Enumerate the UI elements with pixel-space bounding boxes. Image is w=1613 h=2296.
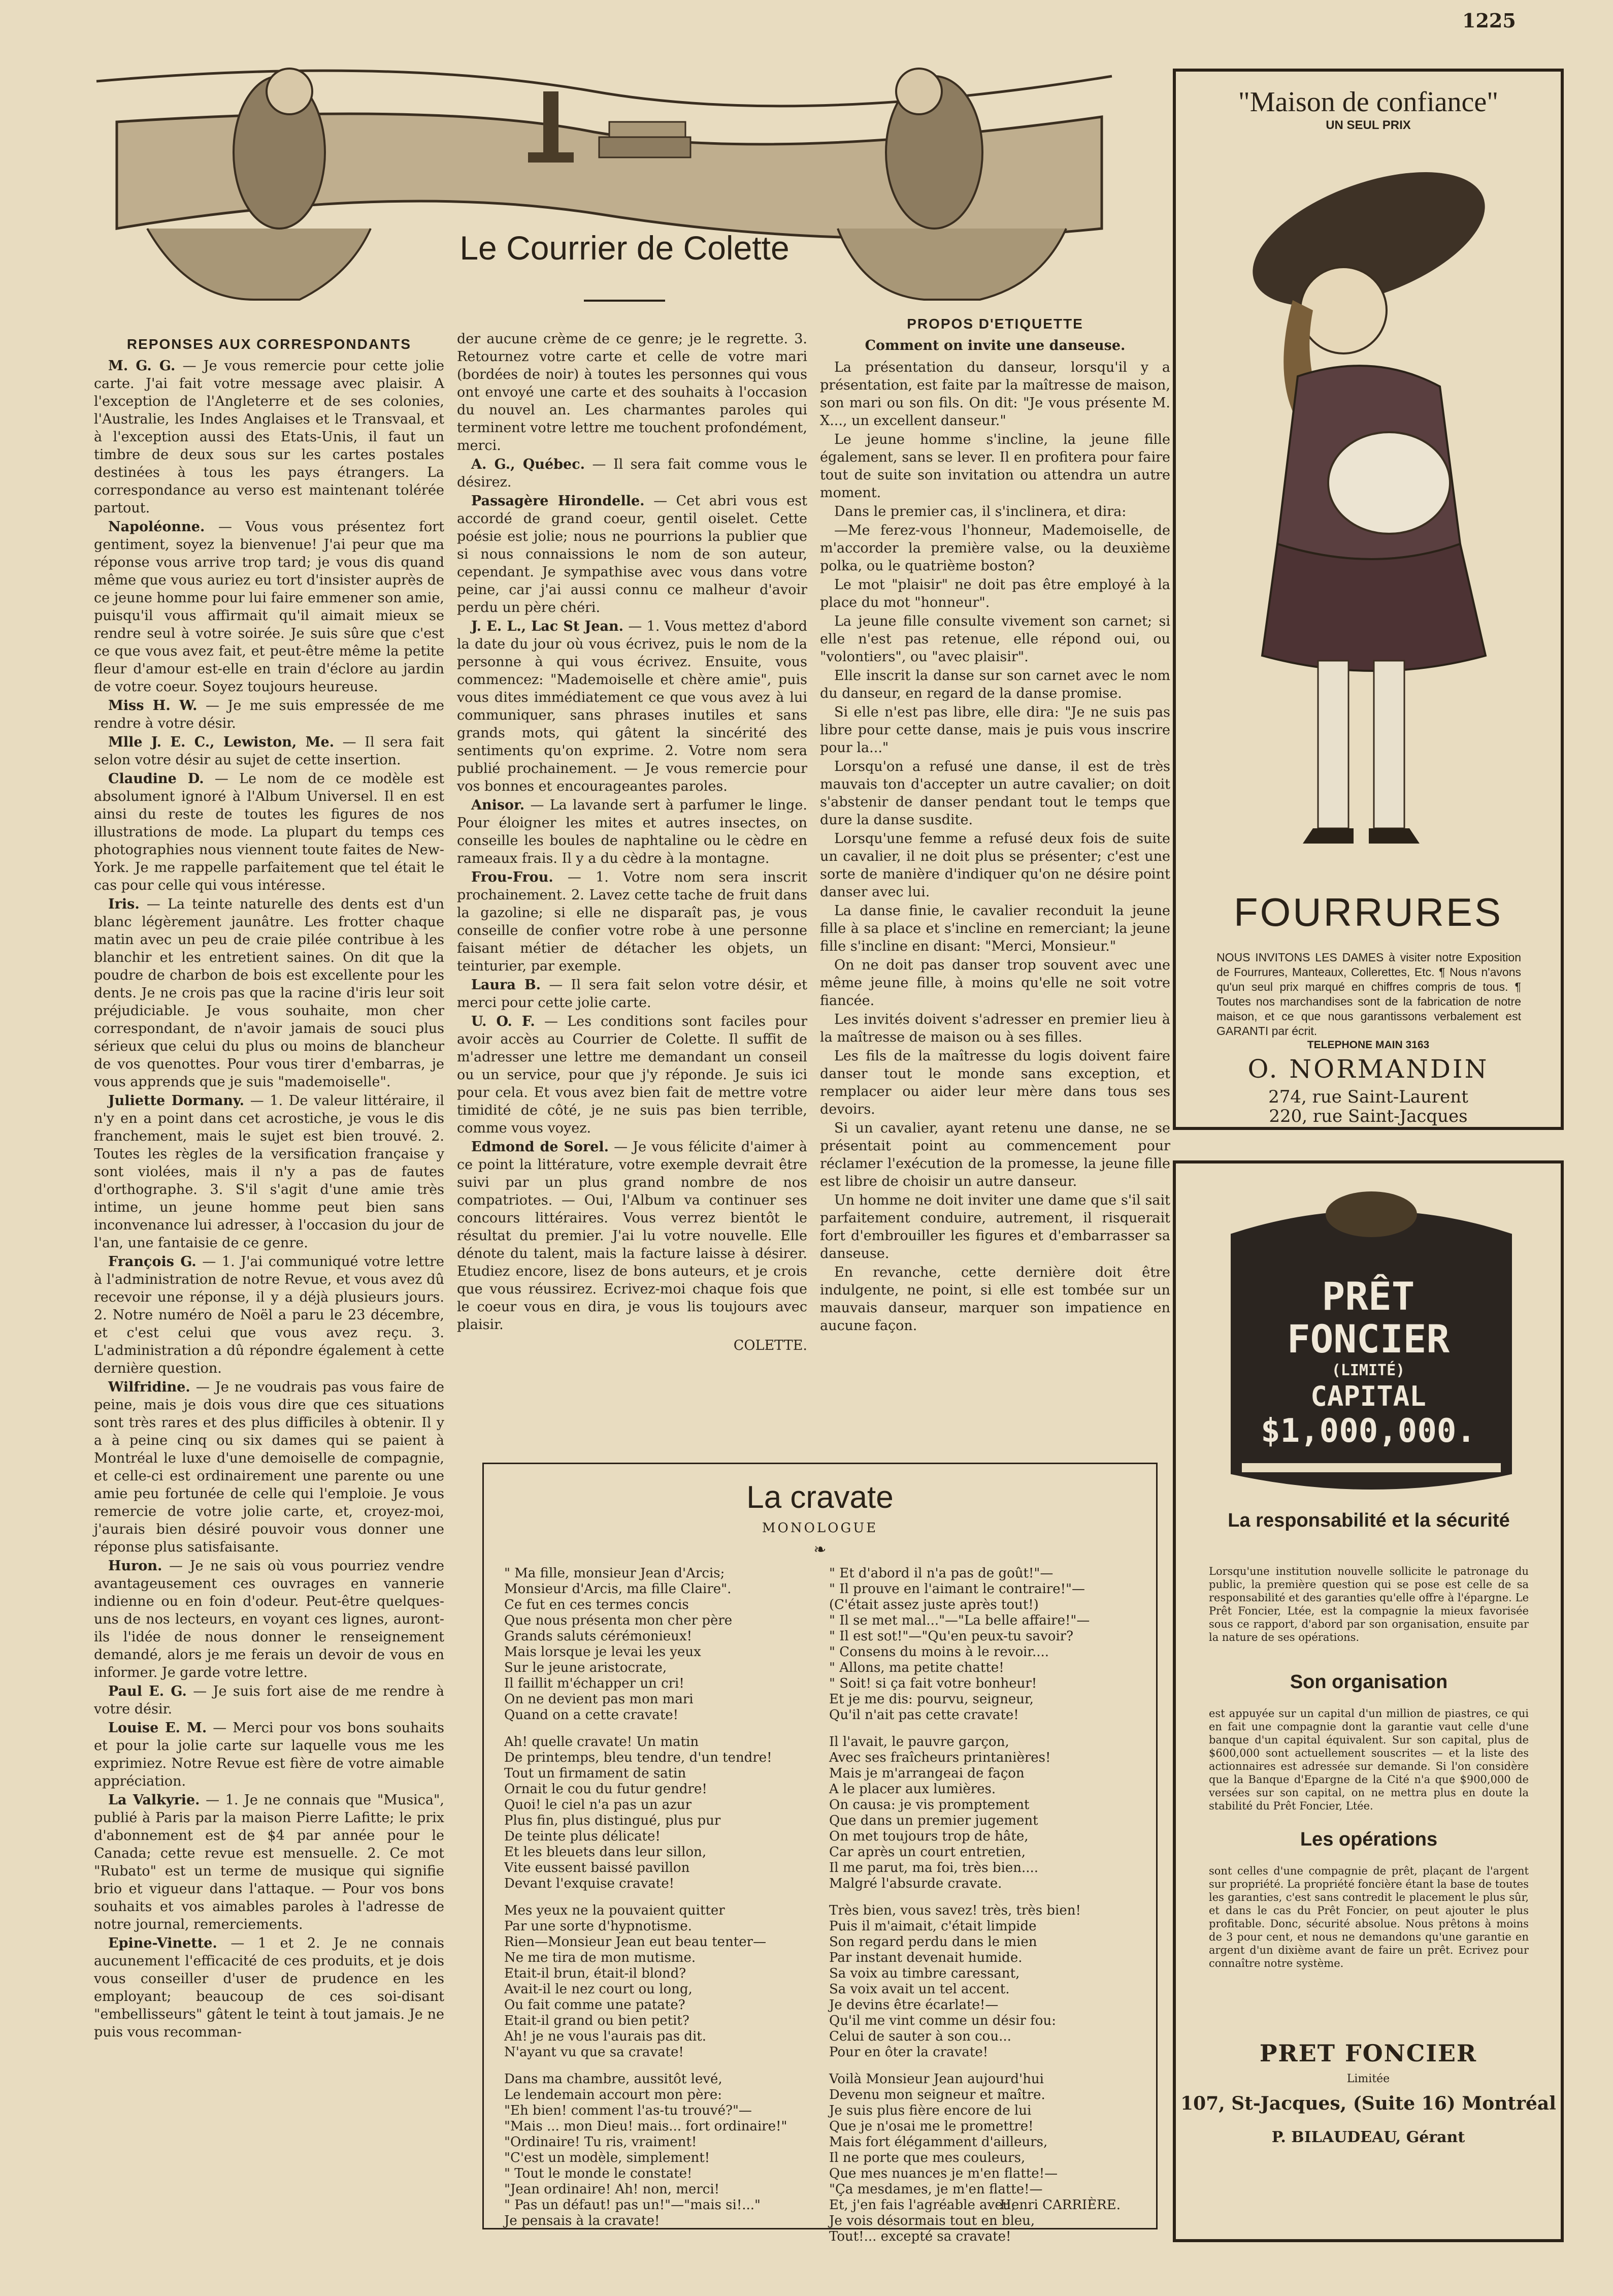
reponse-item	[94, 1719, 444, 1790]
stanza: Dans ma chambre, aussitôt levé, Le lendemain accourt mon père: "Eh bien! comment l'as-tu trouvé?"— "Mais ... mon Dieu! mais... fort ordinaire!" "Ordinaire! Tu ris, vraiment! "C'est un modèle, simplement! " Tout le monde le constate! "Jean ordinaire! Ah! non, merci! " Pas un défaut! pas un!"—"mais si!..." Je pensais à la cravate!	[504, 2072, 787, 2228]
reponse-text: — Je me suis empressée de me rendre à votre désir.	[94, 698, 444, 731]
correspondent-name: Juliette Dormany.	[108, 1093, 245, 1109]
pret-heading-1: La responsabilité et la sécurité	[1228, 1510, 1510, 1531]
pret-heading-2: Son organisation	[1290, 1671, 1448, 1693]
etiquette-paragraph: —Me ferez-vous l'honneur, Mademoiselle, de m'accorder la première valse, ou la deuxième polka, ou le quatrième boston?	[820, 523, 1170, 574]
stanza: Voilà Monsieur Jean aujourd'hui Devenu mon seigneur et maître. Je suis plus fière encore de lui Que je n'osai me le promettre! Mais fort élégamment d'ailleurs, Il ne porte que mes couleurs, Que mes nuances je m'en flatte!— "Ça mesdames, je m'en flatte!— Et, j'en fais l'agréable aveu, Je vois désormais tout en bleu, Tout!... excepté sa cravate!	[829, 2072, 1058, 2244]
pret-paragraph-2: est appuyée sur un capital d'un million de piastres, ce qui en fait une compagnie dont la garantie vaut celle d'une banque d'un capital équivalent. Sur son capital, plus de $600,000 sont actuellement souscrites — et la liste des actionnaires est adressée sur demande. Si l'on considère que la Banque d'Epargne de la Cité n'a que $900,000 de versées sur son capital, on ne mettra plus en doute la stabilité du Prêt Foncier, Ltée.	[1209, 1707, 1529, 1812]
etiquette-heading: PROPOS D'ETIQUETTE	[907, 316, 1083, 332]
reponse-text: — Merci pour vos bons souhaits et pour la jolie carte sur laquelle vous me les exprimiez. Notre Revue est fière de votre aimable appréciation.	[94, 1720, 444, 1789]
reponse-item	[94, 357, 444, 517]
reponse-text: der aucune crème de ce genre; je le regrette. 3. Retournez votre carte et celle de votre mari (bordées de noir) à toutes les personnes qui vous ont envoyé une carte et des souhaits à l'occasion du nouvel an. Les charmantes paroles qui terminent votre lettre me touchent profondément, merci.	[457, 331, 807, 454]
reponse-item	[94, 1092, 444, 1252]
etiquette-paragraph: Lorsqu'on a refusé une danse, il est de très mauvais ton d'accepter un autre cavalier; on doit s'abstenir de danser pendant tout le temps que dure la danse susdite.	[820, 759, 1170, 828]
etiquette-paragraph: En revanche, cette dernière doit être indulgente, ne point, si elle est tombée sur un mauvais danseur, marquer son impatience en aucune façon.	[820, 1265, 1170, 1334]
reponse-item	[457, 1138, 807, 1334]
correspondent-name: M. G. G.	[108, 358, 176, 374]
ad-headline: "Maison de confiance"	[1238, 86, 1499, 118]
reponse-item	[94, 1934, 444, 2041]
reponses-heading: REPONSES AUX CORRESPONDANTS	[126, 336, 412, 352]
reponse-text: — Les conditions sont faciles pour avoir accès au Courrier de Colette. Il suffit de m'adresser une lettre me demandant un conseil ou un service, pour que j'y réponde. Je suis ici pour cela. Et vous avez bien fait de mettre votre timidité de côté, je ne suis pas bien terrible, comme vous voyez.	[457, 1014, 807, 1136]
stanza: " Ma fille, monsieur Jean d'Arcis; Monsieur d'Arcis, ma fille Claire". Ce fut en ces termes concis Que nous présenta mon cher père Grands saluts cérémonieux! Mais lorsque je levai les yeux Sur le jeune aristocrate, Il faillit m'échapper un cri! On ne devient pas mon mari Quand on a cette cravate!	[504, 1566, 733, 1723]
reponse-item	[94, 1683, 444, 1718]
reponse-text: — La teinte naturelle des dents est d'un blanc légèrement jaunâtre. Les frotter chaque matin avec un peu de craie pilée contribue à les blanchir et les entretient saines. On dit que la poudre de charbon de bois est excellente pour les dents. Je ne crois pas que la racine d'iris leur soit préjudiciable. Je vous souhaite, mon cher correspondant, de n'avoir jamais de souci plus sérieux que celui du plus ou moins de blancheur de vos quenottes. Pour vous tirer d'embarras, je vous apprends que je suis "mademoiselle".	[94, 896, 444, 1090]
cravate-box	[482, 1463, 1158, 2244]
correspondent-name: Epine-Vinette.	[108, 1935, 217, 1951]
etiquette-paragraph: Si un cavalier, ayant retenu une danse, ne se présentait point au commencement pour réclamer l'exécution de la promesse, la jeune fille est libre de choisir un autre danseur.	[820, 1120, 1170, 1189]
correspondent-name: Wilfridine.	[108, 1379, 190, 1395]
etiquette-subheading: Comment on invite une danseuse.	[865, 338, 1126, 353]
etiquette-paragraph: Un homme ne doit inviter une dame que s'il sait parfaitement conduire, autrement, il risquerait fort d'embrouiller les figures et d'embarrasser sa danseuse.	[820, 1192, 1170, 1262]
ad-merchant-name: O. NORMANDIN	[1247, 1054, 1489, 1084]
pret-paragraph-1: Lorsqu'une institution nouvelle sollicite le patronage du public, la première question qui se pose est celle de sa responsabilité et des garanties qu'elle offre à l'épargne. Le Prêt Foncier, Ltée, est la compagnie la mieux favorisée sous ce rapport, d'abord par son organisation, ensuite par la nature de ses opérations.	[1209, 1565, 1529, 1643]
reponse-text: — 1. J'ai communiqué votre lettre à l'administration de notre Revue, et vous avez dû recevoir une réponse, il y a déjà plusieurs jours. 2. Notre numéro de Noël a paru le 23 décembre, et c'est celui que vous avez reçu. 3. L'administration a dû répondre également à cette dernière question.	[94, 1254, 444, 1376]
badge-line: $1,000,000.	[1261, 1412, 1476, 1450]
reponse-text: — Je ne voudrais pas vous faire de peine, mais je dois vous dire que ces situations sont très rares et des plus difficiles à obtenir. Il y a à peine cinq ou six dames qui se paient à Montréal le luxe d'une demoiselle de compagnie, et celle-ci est ordinairement une parente ou une amie peu fortunée de celle qui l'emploie. Je vous remercie de votre jolie carte, et, croyez-moi, j'aurais bien désiré pouvoir vous donner une réponse plus satisfaisante.	[94, 1379, 444, 1555]
reponse-item	[457, 976, 807, 1012]
cravate-subtitle: MONOLOGUE	[762, 1521, 878, 1536]
reponse-item	[94, 697, 444, 732]
etiquette-paragraph: La danse finie, le cavalier reconduit la jeune fille à sa place et s'incline en remerciant; la jeune fille s'incline en disant: "Merci, Monsieur."	[820, 903, 1170, 954]
etiquette-paragraph: La présentation du danseur, lorsqu'il y a présentation, est faite par la maîtresse de maison, son mari ou son fils. On dit: "Je vous présente M. X..., un excellent danseur."	[820, 360, 1170, 429]
etiquette-paragraph: Si elle n'est pas libre, elle dira: "Je ne suis pas libre pour cette danse, mais je puis vous inscrire pour la..."	[820, 704, 1170, 756]
ornament-icon: ❧	[813, 1541, 827, 1559]
etiquette-paragraph: Les fils de la maîtresse du logis doivent faire danser tout le monde sans exception, et remplacer ou aider leur mère dans tous ses devoirs.	[820, 1048, 1170, 1117]
cravate-right-column	[829, 1566, 1134, 2245]
correspondent-name: Frou-Frou.	[471, 869, 553, 885]
pret-address: 107, St-Jacques, (Suite 16) Montréal	[1180, 2093, 1556, 2114]
reponse-text: — 1. De valeur littéraire, il n'y en a point dans cet acrostiche, je vous le dis franchement, mais le sujet est bien trouvé. 2. Toutes les règles de la versification française y sont violées, mais il n'y a pas de fautes d'orthographe. 3. S'il s'agit d'une amie très intime, un jeune homme peut bien sans inconvenance lui adresser, à l'occasion du jour de l'an, une fantaisie de ce genre.	[94, 1093, 444, 1251]
stanza: Ah! quelle cravate! Un matin De printemps, bleu tendre, d'un tendre! Tout un firmament de satin Ornait le cou du futur gendre! Quoi! le ciel n'a pas un azur Plus fin, plus distingué, plus pur De teinte plus délicate! Et les bleuets dans leur sillon, Vite eussent baissé pavillon Devant l'exquise cravate!	[504, 1734, 772, 1891]
pret-manager: P. BILAUDEAU, Gérant	[1271, 2128, 1465, 2146]
correspondent-name: Paul E. G.	[108, 1684, 187, 1699]
etiquette-paragraph: Le mot "plaisir" ne doit pas être employé à la place du mot "honneur".	[820, 577, 1170, 610]
ad-category: FOURRURES	[1233, 890, 1503, 934]
correspondent-name: Huron.	[108, 1558, 162, 1574]
etiquette-paragraph: Les invités doivent s'adresser en premier lieu à la maîtresse de maison ou à ses filles.	[820, 1012, 1170, 1045]
colette-signature: COLETTE.	[733, 1338, 807, 1353]
etiquette-paragraph: Dans le premier cas, il s'inclinera, et dira:	[834, 504, 1127, 520]
fourrures-ad	[1173, 69, 1564, 1130]
cravate-author: Henri CARRIÈRE.	[1000, 2197, 1121, 2213]
reponse-item	[457, 868, 807, 975]
badge-text	[1176, 1275, 1561, 1450]
reponse-text: — Il sera fait comme vous le désirez.	[457, 457, 807, 490]
badge-line: FONCIER	[1287, 1316, 1450, 1362]
ad-phone: TELEPHONE MAIN 3163	[1307, 1039, 1430, 1051]
reponse-item	[94, 895, 444, 1091]
reponse-item	[457, 330, 807, 455]
reponse-item	[457, 1013, 807, 1137]
pret-heading-3: Les opérations	[1300, 1829, 1438, 1850]
pret-paragraph-3: sont celles d'une compagnie de prêt, plaçant de l'argent sur propriété. La propriété foncière étant la base de toutes les garanties, c'est sans contredit le placement le plus sûr, et dans le cas du Prêt Foncier, on peut ajouter le plus profitable. Donc, sécurité absolue. Nous prêtons à moins de 3 pour cent, et nous ne demandons qu'une garantie en argent d'un dixième avant de faire un prêt. Ecrivez pour connaître notre système.	[1209, 1865, 1529, 1969]
etiquette-paragraph: Le jeune homme s'incline, la jeune fille également, sans se lever. Il en profitera pour faire tout de suite son invitation ou attendra un autre moment.	[820, 432, 1170, 501]
correspondent-name: Iris.	[108, 896, 140, 912]
correspondent-name: Louise E. M.	[108, 1720, 207, 1736]
reponse-item	[94, 1253, 444, 1377]
badge-line: PRÊT	[1322, 1274, 1415, 1319]
pret-foncier-ad	[1173, 1160, 1564, 2242]
reponse-text: — Il sera fait selon votre désir au sujet de cette insertion.	[94, 734, 444, 768]
correspondent-name: J. E. L., Lac St Jean.	[471, 619, 623, 634]
girl-in-fur-illustration	[1222, 158, 1521, 869]
reponse-item	[94, 1378, 444, 1556]
correspondent-name: La Valkyrie.	[108, 1792, 200, 1808]
pret-limitee: Limitée	[1346, 2073, 1390, 2085]
reponses-col1-list	[94, 357, 444, 2041]
badge-line: CAPITAL	[1310, 1380, 1426, 1412]
stanza: " Et d'abord il n'a pas de goût!"— " Il prouve en l'aimant le contraire!"— (C'était assez juste après tout!) " Il se met mal..."—"La belle affaire!"— " Il est sot!"—"Qu'en peux-tu savoir? " Consens du moins à le revoir.... " Allons, ma petite chatte! " Soit! si ça fait votre bonheur! Et je me dis: pourvu, seigneur, Qu'il n'ait pas cette cravate!	[829, 1566, 1090, 1723]
ad-address-line: 220, rue Saint-Jacques	[1269, 1106, 1468, 1126]
etiquette-paragraph: Lorsqu'une femme a refusé deux fois de suite un cavalier, il ne doit plus se présenter; c'est une sorte de manière d'indiquer qu'on ne désire point danser avec lui.	[820, 831, 1170, 900]
reponse-text: — Il sera fait selon votre désir, et merci pour cette jolie carte.	[457, 977, 807, 1011]
reponse-text: — Je ne sais où vous pourriez vendre avantageusement ces ouvrages en vannerie indienne ou en foin d'odeur. Peut-être quelques-uns de nos lecteurs, en voyant ces lignes, auront-ils l'idée de nous donner le renseignement demandé, alors je me ferais un devoir de vous en informer. Je garde votre lettre.	[94, 1558, 444, 1680]
ad-address-line: 274, rue Saint-Laurent	[1268, 1087, 1468, 1107]
correspondent-name: Anisor.	[471, 797, 525, 813]
stanza: Il l'avait, le pauvre garçon, Avec ses fraîcheurs printanières! Mais je m'arrangeai de façon A le placer aux lumières. On causa: je vis promptement Que dans un premier jugement On met toujours trop de hâte, Car après un court entretien, Il me parut, ma foi, très bien.... Malgré l'absurde cravate.	[829, 1734, 1051, 1891]
correspondent-name: Laura B.	[471, 977, 541, 993]
correspondent-name: Miss H. W.	[108, 698, 197, 714]
ad-address	[1176, 1087, 1561, 1126]
correspondent-name: Edmond de Sorel.	[471, 1139, 609, 1155]
correspondent-name: U. O. F.	[471, 1014, 535, 1029]
reponse-item	[94, 1791, 444, 1933]
ad-subline: UN SEUL PRIX	[1326, 118, 1411, 132]
reponses-column-2	[457, 330, 807, 1432]
reponse-item	[94, 733, 444, 769]
reponse-item	[457, 492, 807, 617]
reponse-text: — Je vous remercie pour cette jolie carte. J'ai fait votre message avec plaisir. A l'exception de l'Angleterre et de ses colonies, l'Australie, les Indes Anglaises et le Transvaal, et à l'exception aussi des Etats-Unis, il faut un timbre de deux sous sur les cartes postales destinées à tous les pays étrangers. La correspondance au verso est maintenant tolérée partout.	[94, 358, 444, 516]
reponse-item	[457, 796, 807, 867]
reponses-column-1	[94, 335, 444, 2285]
reponse-text: — Vous vous présentez fort gentiment, soyez la bienvenue! J'ai peur que ma réponse vous arrive trop tard; je vous dis quand même que vous auriez eu tort d'insister auprès de ce jeune homme pour lui faire emmener son amie, puisqu'il vous affirmait qu'il aimait mieux se rendre seul à votre soirée. Je suis sûre que c'est ce que vous avez fait, et peut-être même la petite fleur d'amour est-elle en train d'éclore au jardin de votre coeur. Soyez toujours heureuse.	[94, 519, 444, 695]
masthead-illustration	[86, 61, 1122, 305]
reponse-item	[457, 618, 807, 795]
ad-body: NOUS INVITONS LES DAMES à visiter notre Exposition de Fourrures, Manteaux, Collerettes, Etc. ¶ Nous n'avons qu'un seul prix marqué en chiffres compris de tous. ¶ Toutes nos marchandises sont de la fabrication de notre maison, et ce que nous garantissons verbalement est GARANTI par écrit.	[1216, 951, 1521, 1038]
correspondent-name: Claudine D.	[108, 771, 204, 787]
stanza: Mes yeux ne la pouvaient quitter Par une sorte d'hypnotisme. Rien—Monsieur Jean eut beau tenter— Ne me tira de mon mutisme. Etait-il brun, était-il blond? Avait-il le nez court ou long, Ou fait comme une patate? Etait-il grand ou bien petit? Ah! je ne vous l'aurais pas dit. N'ayant vu que sa cravate!	[504, 1903, 767, 2060]
page-number: 1225	[1462, 9, 1516, 32]
reponse-text: — Le nom de ce modèle est absolument ignoré à l'Album Universel. Il en est ainsi du reste de toutes les figures de nos illustrations de mode. La plupart du temps ces photographies nous viennent toute faites de New-York. Je me rappelle parfaitement que tel était le cas pour celle qui vous intéresse.	[94, 771, 444, 893]
etiquette-column	[820, 315, 1170, 1442]
reponse-text: — La lavande sert à parfumer le linge. Pour éloigner les mites et autres insectes, on conseille les boules de naphtaline ou le cèdre en rameaux frais. Il y a du cèdre à la montagne.	[457, 797, 807, 866]
correspondent-name: Napoléonne.	[108, 519, 205, 535]
masthead-drawing	[86, 61, 1122, 305]
cravate-left-column	[504, 1566, 809, 2229]
correspondent-name: Mlle J. E. C., Lewiston, Me.	[108, 734, 335, 750]
stanza: Très bien, vous savez! très, très bien! Puis il m'aimait, c'était limpide Son regard perdu dans le mien Par instant devenait humide. Sa voix au timbre caressant, Sa voix avait un tel accent. Je devins être écarlate!— Qu'il me vint comme un désir fou: Celui de sauter à son cou... Pour en ôter la cravate!	[829, 1903, 1081, 2060]
etiquette-paragraph: Elle inscrit la danse sur son carnet avec le nom du danseur, en regard de la danse promise.	[820, 668, 1170, 701]
correspondent-name: A. G., Québec.	[471, 457, 585, 472]
title-rule	[584, 300, 665, 302]
masthead-title: Le Courrier de Colette	[459, 229, 789, 267]
reponse-item	[94, 518, 444, 696]
pret-firm-name: PRET FONCIER	[1259, 2040, 1477, 2067]
reponse-text: — 1 et 2. Je ne connais aucunement l'efficacité de ces produits, et je dois vous conseiller d'user de prudence en les employant; beaucoup de ces soi-disant "embellisseurs" gâtent le teint à tout jamais. Je ne puis vous recomman-	[94, 1935, 444, 2040]
etiquette-paragraph: La jeune fille consulte vivement son carnet; si elle n'est pas retenue, elle répond oui, ou "volontiers", ou "avec plaisir".	[820, 613, 1170, 665]
reponse-item	[457, 456, 807, 491]
reponse-text: — 1. Votre nom sera inscrit prochainement. 2. Lavez cette tache de fruit dans la gazoline; si elle ne disparaît pas, je vous conseille de confier votre robe à une personne faisant métier de détacher les objets, un teinturier, par exemple.	[457, 869, 807, 974]
badge-line: (LIMITÉ)	[1331, 1362, 1405, 1379]
etiquette-paragraph: On ne doit pas danser trop souvent avec une même jeune fille, à moins qu'elle ne soit votre fiancée.	[820, 957, 1170, 1009]
reponse-text: — 1. Je ne connais que "Musica", publié à Paris par la maison Pierre Lafitte; le prix d'abonnement est de $4 par année pour le Canada; cette revue est mensuelle. 2. Ce mot "Rubato" est un terme de musique qui signifie brio et vigueur dans l'attaque. — Pour vos bons souhaits et vos aimables paroles à l'adresse de notre journal, remerciements.	[94, 1792, 444, 1932]
correspondent-name: Passagère Hirondelle.	[471, 493, 645, 509]
reponse-text: — Je suis fort aise de me rendre à votre désir.	[94, 1684, 444, 1717]
cravate-title: La cravate	[746, 1480, 894, 1515]
reponse-text: — 1. Vous mettez d'abord la date du jour où vous écrivez, puis le nom de la personne à qui vous écrivez. Ensuite, vous commencez: "Mademoiselle et chère amie", puis vous dites immédiatement ce que vous avez à lui communiquer, sans phrases inutiles et sans grands mots, qui gâtent la sincérité des sentiments qu'on exprime. 2. Votre nom sera publié prochainement. — Je vous remercie pour vos bonnes et encourageantes paroles.	[457, 619, 807, 794]
reponse-text: — Je vous félicite d'aimer à ce point la littérature, votre exemple devrait être suivi par un plus grand nombre de nos compatriotes. — Oui, l'Album va continuer ses concours littéraires. Vous verrez bientôt le résultat du premier. J'ai lu votre nouvelle. Elle dénote du talent, mais la facture laisse à désirer. Etudiez encore, lisez de bons auteurs, et je crois que vous réussirez. Ecrivez-moi chaque fois que le coeur vous en dira, je vous lis toujours avec plaisir.	[457, 1139, 807, 1333]
correspondent-name: François G.	[108, 1254, 196, 1270]
reponse-item	[94, 1557, 444, 1681]
reponse-item	[94, 770, 444, 894]
reponse-text: — Cet abri vous est accordé de grand coeur, gentil oiselet. Cette poésie est jolie; nous ne pourrions la publier que si nous connaissions le nom de son auteur, cependant. Je sympathise avec vous dans votre peine, car j'ai aussi connu ce malheur d'avoir perdu un père chéri.	[457, 493, 807, 616]
